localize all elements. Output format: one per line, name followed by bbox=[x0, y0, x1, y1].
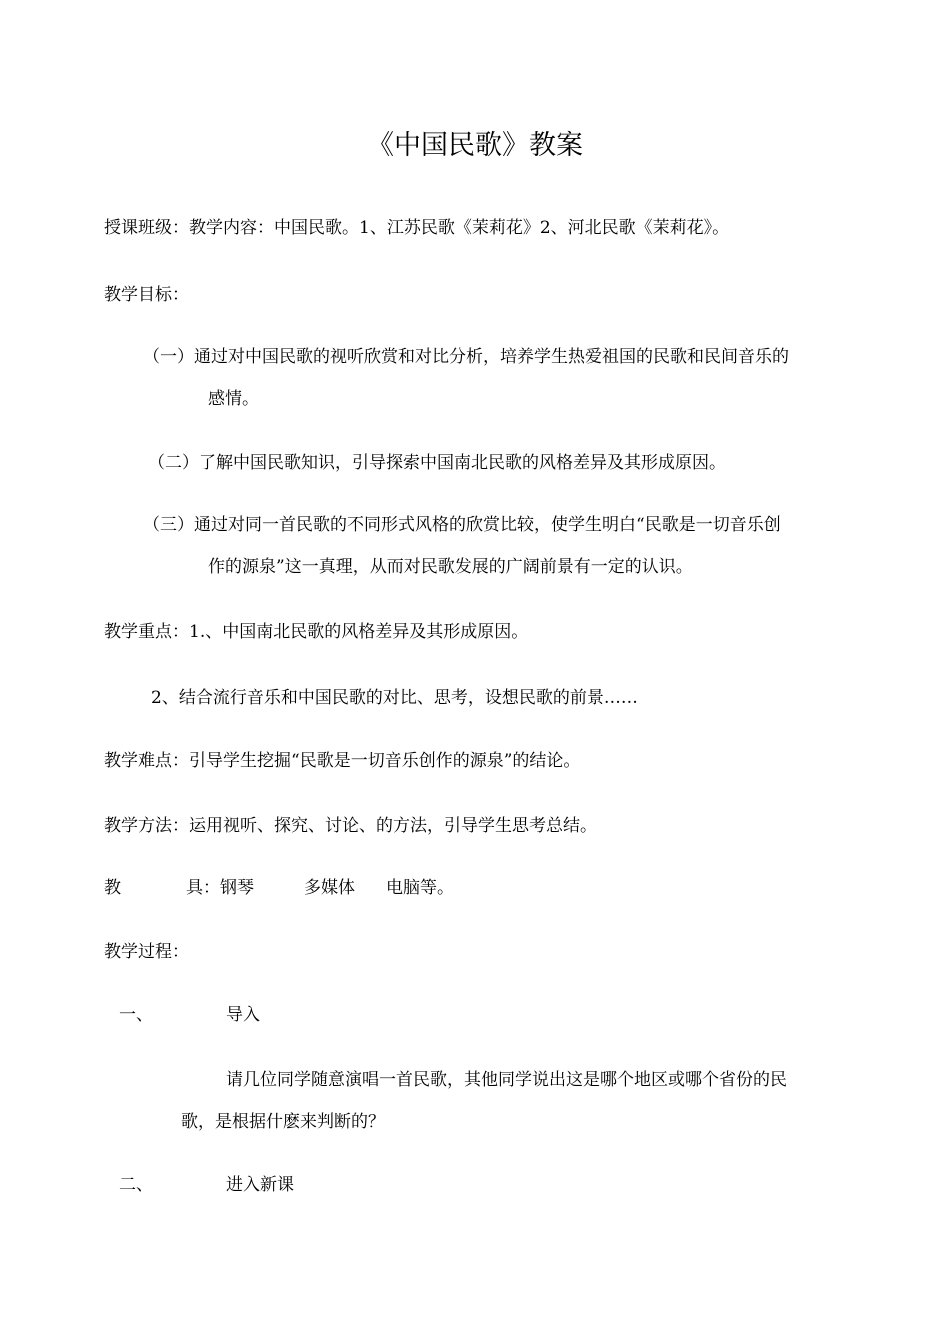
section-1-body-line-1: 请几位同学随意演唱一首民歌，其他同学说出这是哪个地区或哪个省份的民 bbox=[226, 1070, 787, 1090]
section-1-number: 一、 bbox=[119, 1005, 153, 1025]
section-1-title: 导入 bbox=[226, 1005, 260, 1025]
tools-item-multimedia: 多媒体 bbox=[304, 878, 355, 898]
tools-label-part-2: 具：钢琴 bbox=[186, 878, 254, 898]
tools-item-computer: 电脑等。 bbox=[386, 878, 454, 898]
class-content-line: 授课班级：教学内容：中国民歌。1、江苏民歌《茉莉花》2、河北民歌《茉莉花》。 bbox=[104, 218, 730, 238]
objective-2: （二）了解中国民歌知识，引导探索中国南北民歌的风格差异及其形成原因。 bbox=[148, 453, 726, 473]
process-label: 教学过程： bbox=[104, 942, 189, 962]
objective-1-line-2: 感情。 bbox=[208, 389, 259, 409]
section-2-title: 进入新课 bbox=[226, 1175, 294, 1195]
objective-3-line-1: （三）通过对同一首民歌的不同形式风格的欣赏比较，使学生明白“民歌是一切音乐创 bbox=[143, 515, 781, 535]
method-line: 教学方法：运用视听、探究、讨论、的方法，引导学生思考总结。 bbox=[104, 816, 597, 836]
difficulty-line: 教学难点：引导学生挖掘“民歌是一切音乐创作的源泉”的结论。 bbox=[104, 751, 581, 771]
key-point-1: 教学重点：1.、中国南北民歌的风格差异及其形成原因。 bbox=[104, 622, 529, 642]
objective-1-line-1: （一）通过对中国民歌的视听欣赏和对比分析，培养学生热爱祖国的民歌和民间音乐的 bbox=[143, 347, 789, 367]
section-2-number: 二、 bbox=[119, 1175, 153, 1195]
section-1-body-line-2: 歌，是根据什麽来判断的？ bbox=[181, 1112, 385, 1132]
document-title: 《中国民歌》教案 bbox=[367, 130, 583, 161]
tools-label-part-1: 教 bbox=[104, 878, 121, 898]
key-point-2: 2、结合流行音乐和中国民歌的对比、思考，设想民歌的前景…… bbox=[151, 688, 638, 708]
objective-3-line-2: 作的源泉”这一真理，从而对民歌发展的广阔前景有一定的认识。 bbox=[208, 557, 693, 577]
objectives-label: 教学目标： bbox=[104, 285, 189, 305]
